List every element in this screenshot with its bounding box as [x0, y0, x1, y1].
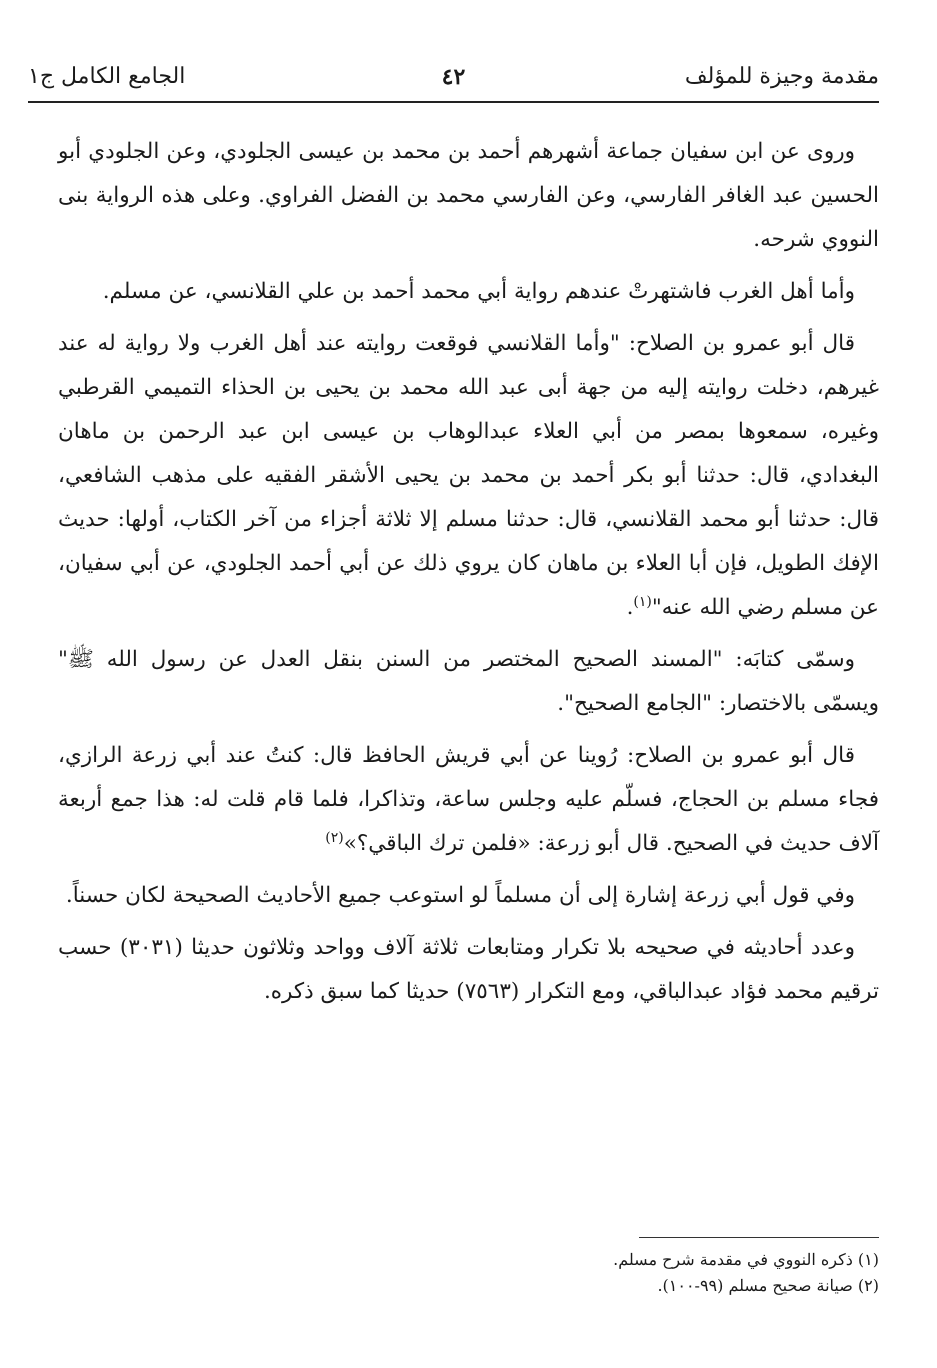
footnote-divider [639, 1237, 879, 1238]
paragraph-7 [58, 926, 879, 1014]
paragraph-6 [58, 874, 879, 918]
paragraph-2 [58, 270, 879, 314]
page-header [28, 58, 879, 98]
header-divider [28, 101, 879, 103]
footnote-2: (٢) صيانة صحيح مسلم (٩٩-١٠٠). [657, 1276, 879, 1295]
footnote-1: (١) ذكره النووي في مقدمة شرح مسلم. [613, 1250, 879, 1269]
header-book-title: الجامع الكامل ج١ [28, 64, 186, 89]
footnote-reference-1: (١) [633, 593, 652, 610]
paragraph-5 [58, 734, 879, 866]
paragraph-4-text: وسمّى كتابَه: "المسند الصحيح المختصر من السنن بنقل العدل عن رسول الله ﷺ" ويسمّى بالاختصار: "الجامع الصحيح". [58, 647, 879, 716]
paragraph-6-text: وفي قول أبي زرعة إشارة إلى أن مسلماً لو استوعب جميع الأحاديث الصحيحة لكان حسناً. [65, 883, 855, 908]
paragraph-7-text: وعدد أحاديثه في صحيحه بلا تكرار ومتابعات ثلاثة آلاف وواحد وثلاثون حديثا (٣٠٣١) حسب ترقيم محمد فؤاد عبدالباقي، ومع التكرار (٧٥٦٣) حديثا كما سبق ذكره. [58, 935, 879, 1004]
paragraph-3-text: قال أبو عمرو بن الصلاح: "وأما القلانسي فوقعت روايته عند أهل الغرب ولا رواية له عند غيرهم، دخلت روايته إليه من جهة أبى عبد الله محمد بن يحيى بن الحذاء التميمي القرطبي وغيره، سمعوها بمصر من أبي العلاء عبدالوهاب بن عيسى ابن عبد الرحمن بن ماهان البغدادي، قال: حدثنا أبو بكر أحمد بن محمد بن يحيى الأشقر الفقيه على مذهب الشافعي، قال: حدثنا أبو محمد القلانسي، قال: حدثنا مسلم إلا ثلاثة أجزاء من آخر الكتاب، أولها: حديث الإفك الطويل، فإن أبا العلاء بن ماهان كان يروي ذلك عن أبي أحمد الجلودي، عن أبي سفيان، عن مسلم رضي الله عنه" [58, 331, 879, 620]
paragraph-3: قال أبو عمرو بن الصلاح: "وأما القلانسي فوقعت روايته عند أهل الغرب ولا رواية له عند غيرهم، دخلت روايته إليه من جهة أبى عبد الله محمد بن يحيى بن الحذاء التميمي القرطبي وغيره، سمعوها بمصر من أبي العلاء عبدالوهاب بن عيسى ابن عبد الرحمن بن ماهان البغدادي، قال: حدثنا أبو بكر أحمد بن محمد بن يحيى الأشقر الفقيه على مذهب الشافعي، قال: حدثنا أبو محمد القلانسي، قال: حدثنا مسلم إلا ثلاثة أجزاء من آخر الكتاب، أولها: حديث الإفك الطويل، فإن أبا العلاء بن ماهان كان يروي ذلك عن أبي أحمد الجلودي، عن أبي سفيان، عن مسلم رضي الله عنه"$^{(١)}$. [58, 331, 879, 620]
footnotes [58, 1247, 879, 1299]
paragraph-5-text: قال أبو عمرو بن الصلاح: رُوينا عن أبي قريش الحافظ قال: كنتُ عند أبي زرعة الرازي، فجاء مسلم بن الحجاج، فسلّم عليه وجلس ساعة، وتذاكرا، فلما قام قلت له: هذا جمع أربعة آلاف حديث في الصحيح. قال أبو زرعة: «فلمن ترك الباقي؟» [58, 743, 879, 856]
paragraph-1 [58, 130, 879, 262]
footnote-reference-2: (٢) [325, 829, 344, 846]
paragraph-4 [58, 638, 879, 726]
page-number: ٤٢ [441, 64, 466, 90]
main-text [58, 130, 879, 1022]
paragraph-2-text: وأما أهل الغرب فاشتهرتْ عندهم رواية أبي محمد أحمد بن علي القلانسي، عن مسلم. [102, 279, 855, 304]
header-section-title: مقدمة وجيزة للمؤلف [684, 64, 879, 89]
paragraph-1-text: وروى عن ابن سفيان جماعة أشهرهم أحمد بن محمد بن عيسى الجلودي، وعن الجلودي أبو الحسين عبد الغافر الفارسي، وعن الفارسي محمد بن الفضل الفراوي. وعلى هذه الرواية بنى النووي شرحه. [58, 139, 879, 252]
